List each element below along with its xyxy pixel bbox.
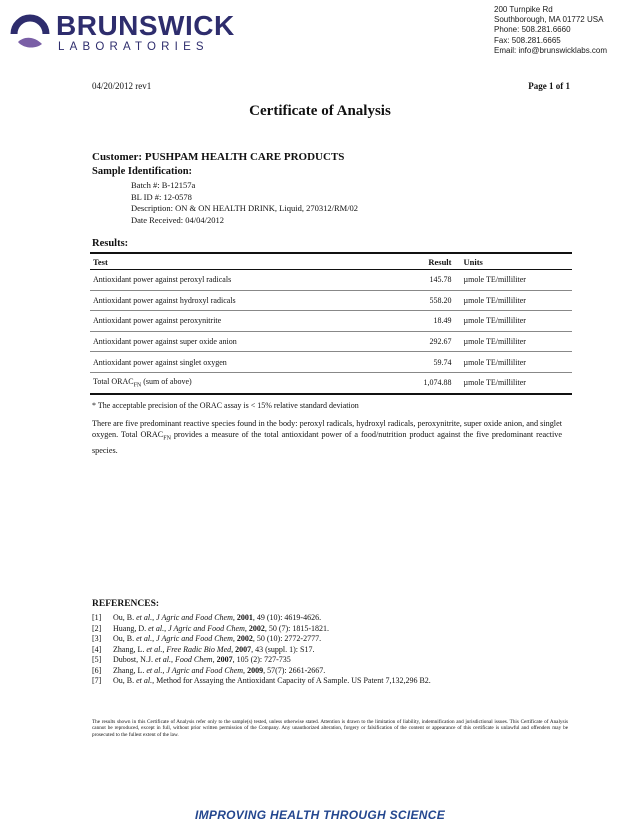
ref-year: 2009 [245,665,264,675]
column-header-result: Result [428,256,452,267]
results-heading: Results: [92,238,129,249]
column-header-test: Test [93,256,108,267]
references-heading: REFERENCES: [92,599,160,609]
ref-rest: , 105 (2): 727-735 [232,655,291,664]
table-row [90,291,572,312]
list-item [92,624,562,635]
company-address [494,5,607,56]
reference-text [113,666,325,677]
reference-text [113,634,321,645]
reference-number: [5] [92,655,102,664]
paragraph-sub: FN [163,436,171,443]
sample-identification-heading: Sample Identification: [92,166,193,177]
ref-journal: J Agric and Food Chem, [166,665,246,675]
ref-journal: J Agric and Food Chem, [156,613,235,622]
reference-number: [2] [92,623,102,633]
address-street: 200 Turnpike Rd [494,5,553,14]
list-item [92,613,562,624]
precision-note: * The acceptable precision of the ORAC assay is < 15% relative standard deviation [92,401,359,410]
reference-text [113,624,329,635]
ref-authors: Ou, B. [113,613,137,622]
ref-rest: , 50 (7): 1815-1821. [264,623,330,633]
row-test: Antioxidant power against singlet oxygen [93,357,227,367]
reference-number: [1] [92,613,102,622]
table-row [90,270,572,291]
ref-authors: Huang, D. [113,623,149,633]
ref-year: 2007 [214,655,233,664]
row-result: 558.20 [429,295,452,305]
address-email: Email: info@brunswicklabs.com [494,45,608,55]
references-list [92,613,562,687]
table-row-total [90,373,572,393]
reference-text [113,613,321,624]
row-test: Antioxidant power against peroxynitrite [93,316,222,326]
ref-etal: et al. [148,623,165,633]
row-units-total: µmole TE/milliliter [463,378,526,388]
paragraph-part2: provides a measure of the total antioxidant power of a food/nutrition product against the five predominant reactive species. [92,430,562,456]
list-item [92,634,562,645]
reference-number: [6] [92,665,102,675]
sample-batch: Batch #: B-12157a [131,180,196,190]
row-units: µmole TE/milliliter [463,295,526,305]
ref-sep: , [162,644,167,654]
ref-sep: , [171,655,176,664]
ref-etal: et al. [136,676,153,685]
description-paragraph [92,418,562,457]
ref-etal: et al. [136,634,153,643]
results-table [90,252,572,395]
ref-authors: Ou, B. [113,676,137,685]
row-result: 292.67 [429,337,452,347]
row-result-total: 1,074.88 [423,378,452,388]
row-test: Antioxidant power against super oxide anion [93,337,237,347]
ref-year: 2007 [233,644,252,654]
ref-sep: , [152,613,157,622]
customer-name: Customer: PUSHPAM HEALTH CARE PRODUCTS [92,151,345,163]
row-units: µmole TE/milliliter [463,316,526,326]
reference-text [113,655,291,666]
page-number: Page 1 of 1 [528,81,570,91]
list-item [92,666,562,677]
reference-number: [4] [92,644,102,654]
ref-year: 2002 [234,634,253,643]
ref-rest: , 49 (10): 4619-4626. [252,613,322,622]
reference-text [113,645,314,656]
row-test: Antioxidant power against peroxyl radicals [93,275,232,285]
company-subtitle: LABORATORIES [58,41,209,53]
company-logo-icon [8,14,52,54]
results-rows [90,270,572,393]
ref-journal: J Agric and Food Chem, [156,634,235,643]
table-bottom-rule [90,393,572,395]
column-header-units: Units [463,256,483,267]
page-title: Certificate of Analysis [249,103,391,119]
reference-number: [3] [92,634,102,643]
ref-journal: Food Chem, [175,655,215,664]
total-sub: FN [133,382,142,389]
row-units: µmole TE/milliliter [463,337,526,347]
company-name: BRUNSWICK [56,10,235,41]
ref-authors: Ou, B. [113,634,137,643]
legal-disclaimer: The results shown in this Certificate of Analysis refer only to the sample(s) tested, unless otherwise stated. Attention is drawn to the limitation of liability, indemnification and jurisdictional issues. This Certificate of Analysis cannot be reproduced, except in full, without prior written permission of the Company. Any unauthorized alteration, forgery or falsification of the content or appearance of this certificate is unlawful and offenders may be prosecuted to the fullest extent of the law. [92,719,568,738]
ref-authors: Dubost, N.J. [113,655,156,664]
row-units: µmole TE/milliliter [463,275,526,285]
table-header-row [90,254,572,269]
row-test-total [90,377,345,389]
footer-tagline: IMPROVING HEALTH THROUGH SCIENCE [194,808,446,822]
address-phone: Phone: 508.281.6660 [494,25,571,35]
sample-description: Description: ON & ON HEALTH DRINK, Liquid, 270312/RM/02 [131,203,359,214]
row-test: Antioxidant power against hydroxyl radicals [93,295,236,305]
address-fax: Fax: 508.281.6665 [494,35,561,45]
reference-number: [7] [92,676,102,685]
ref-sep: , [152,634,157,643]
sample-bl-id: BL ID #: 12-0578 [131,191,192,202]
row-result: 18.49 [433,316,452,326]
row-result: 145.78 [429,275,452,285]
paragraph-part1: There are five predominant reactive species found in the body: peroxyl radicals, hydroxyl radicals, peroxynitrite, super oxide anion, and singlet oxygen. Total ORAC [92,419,562,440]
ref-year: 2002 [246,623,265,633]
ref-year: 2001 [234,613,253,622]
row-units: µmole TE/milliliter [463,357,526,367]
ref-sep: , [164,623,169,633]
list-item [92,645,562,656]
total-prefix: Total ORAC [93,376,134,386]
ref-authors: Zhang, L. [113,644,147,654]
ref-rest: , 57(7): 2661-2667. [263,665,326,675]
table-row [90,311,572,332]
ref-rest: , 50 (10): 2772-2777. [252,634,322,643]
ref-etal: et al. [136,613,153,622]
ref-sep: , [162,665,167,675]
address-city: Southborough, MA 01772 USA [494,15,604,25]
total-suffix: (sum of above) [141,376,192,386]
document-date: 04/20/2012 rev1 [92,81,152,91]
ref-rest: , 43 (suppl. 1): S17. [251,644,315,654]
list-item [92,676,562,687]
ref-etal: et al. [146,644,163,654]
ref-etal: et al. [146,665,163,675]
sample-info [131,180,358,226]
ref-rest: , Method for Assaying the Antioxidant Capacity of A Sample. US Patent 7,132,296 B2. [152,676,431,685]
ref-authors: Zhang, L. [113,665,147,675]
table-row [90,352,572,373]
list-item [92,655,562,666]
ref-journal: J Agric and Food Chem, [168,623,247,633]
ref-journal: Free Radic Bio Med, [166,644,234,654]
ref-etal: et al. [155,655,172,664]
reference-text [113,676,431,687]
table-row [90,332,572,353]
row-result: 59.74 [433,357,452,367]
sample-date-received: Date Received: 04/04/2012 [131,214,225,225]
